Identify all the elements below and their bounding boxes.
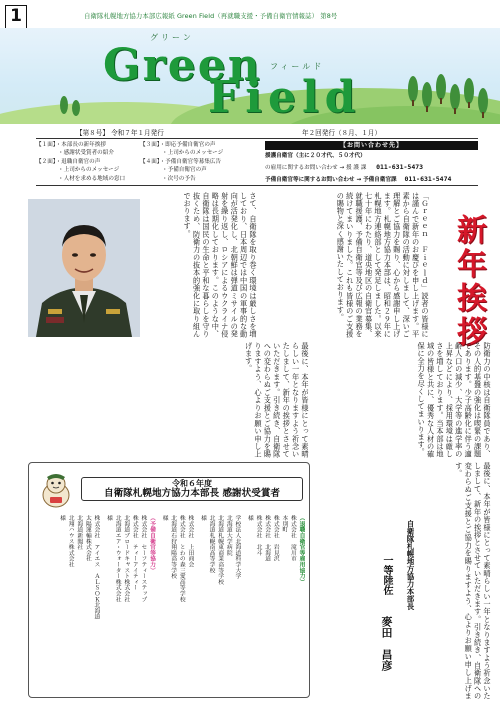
contact-target: 援護自衛官（主に２０才代、５０才代） [265, 153, 366, 159]
toc-item: ・上司からのメッセージ [162, 150, 224, 157]
list-item: 株式会社 アイエス ＡＬＳＯＫ北海道 [92, 515, 99, 620]
contact-title: 【お問い合わせ先】 [265, 141, 478, 150]
toc-item: ・人材を求める地域の窓口 [58, 175, 126, 182]
award-title-box [81, 477, 303, 501]
article-body-column: さて、自衛隊を取り巻く環境は厳しさを増しており、日本周辺では中国の軍事的な動向が活発化し、北朝鮮は弾道ミサイルの発射を繰り返し、ロシアによるウクライナ侵略は長期化しております。このような中、自衛隊は国民の生命と平和な暮らしを守り抜くため、防衛力の抜本的強化に取り組んでおります。 [183, 192, 258, 338]
article-body-column: 防衛力の中核は自衛隊員であり、その人的基盤の強化は喫緊の課題であります。少子高齢化に伴う適齢人口の減少、大学等の進学率の上昇などにより、採用環境は厳しさを増しております。当本部は地域の皆様と共に、優秀な人材の確保に全力を尽くしてまいります。 [417, 342, 492, 458]
toc-item: ・感謝状受賞者の紹介 [58, 150, 114, 157]
toc-item: ・予備自衛官の声 [162, 167, 207, 174]
signature-rank: 一等陸佐 [381, 555, 392, 595]
award-column [103, 515, 156, 693]
award-title: 自衛隊札幌地方協力本部長 感謝状受賞者 [103, 488, 281, 499]
mascot-icon [37, 471, 75, 511]
list-item: 株式会社 北斗 [255, 515, 262, 556]
issue-info-left: 【第８号】 令和７年１月発行 [76, 129, 164, 137]
list-item: 北海道新聞社 [75, 515, 82, 550]
list-item: 株式会社 上田商会 [186, 515, 193, 568]
award-recipients-box [28, 462, 310, 698]
list-item: 北海道石狩翔陽高等学校 [169, 515, 176, 579]
table-of-contents [36, 141, 262, 183]
masthead-green-word: Green [103, 40, 262, 91]
divider [36, 138, 478, 139]
list-item: 北海道ブロードキャスト株式会社 [122, 515, 129, 602]
list-item: 学校法人北海道科学大学 [233, 515, 240, 579]
toc-item: ・次号の予告 [162, 175, 196, 182]
list-item: 様 [105, 515, 112, 521]
contact-box [265, 141, 478, 185]
article-body-column: 最後に、本年が皆様にとって素晴らしい一年となりますよう祈念いたしまして、新年の挨拶とさせていただきます。引き続き、自衛隊への変わらぬご支援とご協力を賜りますよう、心よりお願い申し上げます。 [454, 462, 492, 700]
toc-item: 【２面】・退職自衛官の声 [36, 158, 101, 165]
list-item: 様 [246, 515, 253, 521]
list-item: 株式会社 とわの森三愛高等学校 [178, 515, 185, 602]
toc-row [36, 141, 262, 149]
award-column [56, 515, 100, 693]
masthead-green-kana: グリーン [150, 33, 194, 42]
newsletter-header-line: 自衛隊札幌地方協力本部広報紙 Green Field（再就職支援・予備自衛官情報誌） 第8号 [84, 12, 338, 20]
new-year-greeting-title: 新年挨拶 [451, 214, 486, 350]
list-item: 株式会社 滝川市 [289, 515, 296, 562]
article-body-column: 「Ｇｒｅｅｎ Ｆｉｅｌｄ」読者の皆様には謹んで新年のお慶びを申し上げます。平素から自衛隊の活動に対しまして、深いご理解とご協力を賜り、心から感謝申し上げます。札幌地方協力本部は、昭和２９年に札幌地方連絡部として発足しました。以来七十年にわたり、道央地区の自衛官募集、就職援護、予備自衛官等及び広報の業務を続けてまいりました。これも皆様のご支援の賜物と深く感謝いたしております。 [336, 192, 430, 338]
list-item: 株式会社 ティーアイティー [131, 515, 138, 591]
issue-info-bar [36, 127, 478, 137]
page-number: 1 [5, 5, 27, 29]
list-item: 北翔ハウス株式会社 [67, 515, 74, 568]
portrait-illustration [28, 199, 140, 337]
article-body-column: 最後に、本年が皆様にとって素晴らしい一年となりますよう祈念いたしまして、新年の挨拶とさせていただきます。引き続き、自衛隊への変わらぬご支援とご協力を賜りますよう、心よりお願い申し上げます。 [244, 342, 310, 458]
list-item: 北海道大学病院 [225, 515, 232, 556]
toc-item: 【１面】・本部長の新年挨拶 [36, 142, 106, 148]
list-item: 太陽運輸株式会社 [84, 515, 91, 562]
award-subtitle: 令和６年度 [172, 478, 212, 488]
list-item: 北海道札幌東商業高等学校 [216, 515, 223, 585]
award-column [197, 515, 241, 693]
toc-row [36, 175, 262, 183]
list-item: 株式会社 北海道 [263, 515, 270, 562]
toc-item: 【３面】・即応予備自衛官の声 [140, 142, 216, 148]
list-item: 株式会社 岩見沢 [272, 515, 279, 562]
contact-line-support: の雇用に関するお問い合わせ → 援 護 課 011-631-5473 [265, 163, 424, 171]
award-column [159, 515, 194, 693]
masthead [0, 28, 500, 124]
toc-item: 【４面】・予備自衛官等募集広告 [140, 158, 222, 165]
award-column-heading: （退職自衛官等雇用協力） [298, 515, 304, 585]
issue-info-right: 年２回発行（８月、１月） [302, 129, 382, 137]
list-item: 北海道札幌南高等学校 [208, 515, 215, 573]
toc-item: ・上司からのメッセージ [58, 167, 120, 174]
contact-line-reserve: 予備自衛官等に関するお問い合わせ → 予備自衛官課 011-631-5474 [265, 175, 452, 183]
phone-number-support[interactable]: 011-631-5473 [376, 163, 424, 171]
award-column-heading: （予備自衛官等協力） [148, 515, 155, 573]
signature-name: 麥田 昌彦 [380, 616, 393, 671]
list-item: 株式会社 セーフティーステップ [139, 515, 146, 602]
toc-row [36, 158, 262, 166]
list-item: 様 [199, 515, 206, 521]
commander-portrait-photo [28, 199, 140, 337]
list-item: 本別町 [280, 515, 287, 533]
toc-row [36, 166, 262, 174]
masthead-field-word: Field [208, 72, 362, 123]
signature-organization: 自衛隊札幌地方協力本部長 [406, 520, 415, 610]
list-item: 様 [161, 515, 168, 521]
divider [36, 185, 478, 186]
masthead-field-kana: フィールド [270, 62, 325, 71]
phone-number-reserve[interactable]: 011-631-5474 [404, 175, 452, 183]
award-column [244, 515, 305, 693]
toc-row [36, 149, 262, 157]
list-item: 様 [58, 515, 65, 521]
award-recipient-columns [35, 515, 305, 693]
list-item: 北海道エア・ウォーター株式会社 [114, 515, 121, 602]
